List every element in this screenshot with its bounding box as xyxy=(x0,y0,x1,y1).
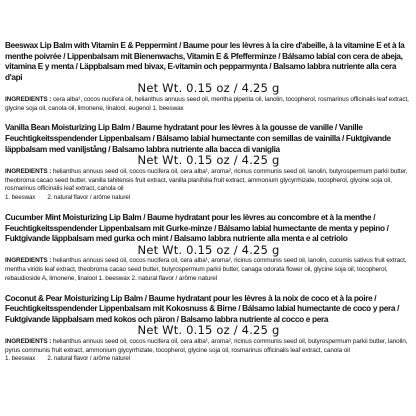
net-weight: Net Wt. 0.15 oz / 4.25 g xyxy=(137,81,280,96)
net-weight: Net Wt. 0.15 oz / 4.25 g xyxy=(137,153,280,168)
net-weight: Net Wt. 0.15 oz / 4.25 g xyxy=(137,323,280,338)
ingredients-label: INGREDIENTS : xyxy=(5,257,52,265)
ingredients-block xyxy=(5,96,412,114)
ingredients-block xyxy=(5,338,412,356)
ingredients-text: helianthus annuus seed oil, cocos nucifera oil, cera alba¹, aroma², ricinus communis seed oil, lanolin, butyrospermum parkii butter, theobroma cacao seed butter, vanilla tahitensis fruit extract, vanilla planifolia fruit extract, ammonium glycyrrhizate, tocopherol, glycine soja oil, rosmarinus officinalis leaf extract, canola oil xyxy=(5,167,408,193)
product-title: Cucumber Mint Moisturizing Lip Balm / Baume hydratant pour les lèvres au concombre et à la menthe / Feuchtigkeitsspendender Lippenbalsam mit Gurke-minze / Bálsamo labial humectante de menta y pepino / Fuktgivande läppbalsam med gurka och mint / Balsamo labbra nutriente alla menta e al cetriolo xyxy=(5,211,389,244)
ingredients-block xyxy=(5,168,412,194)
footnotes xyxy=(5,194,412,203)
footnote-1: 1. beeswax xyxy=(5,355,36,363)
product-title: Vanilla Bean Moisturizing Lip Balm / Baume hydratant pour les lèvres à la gousse de vanille / Vanille Feuchtigkeitsspendender Lippenbalsam / Bálsamo labial humectante con semillas de vainilla / Fuktgivande läppbalsam med vaniljstång / Balsamo labbra nutriente alla bacca di vaniglia xyxy=(5,122,391,154)
product-section-vanilla xyxy=(5,122,412,202)
ingredients-text: cera alba¹, cocos nucifera oil, helianthus annuus seed oil, mentha piperita oil, lanolin, tocopherol, rosmarinus officinalis leaf extract, glycine soja oil, canola oil, limonene, linalool, eugenol 1. beeswax xyxy=(5,95,409,112)
ingredients-block xyxy=(5,257,412,283)
ingredients-label: INGREDIENTS : xyxy=(5,95,52,103)
ingredients-label: INGREDIENTS : xyxy=(5,167,52,175)
footnote-2: 2. natural flavor / arôme naturel xyxy=(47,355,130,363)
product-title: Beeswax Lip Balm with Vitamin E & Peppermint / Baume pour les lèvres à la cire d'abeille, à la vitamine E et à la menthe poivrée / Lippenbalsam mit Bienenwachs, Vitamin E & Pfefferminze / Bálsamo labial con cera de abeja, vitamina E y menta / Läppbalsam med bivax, E-vitamin och pepparmynta / Balsamo labbra nutriente alla cera d'api xyxy=(5,40,405,82)
product-section-coconut-pear xyxy=(5,293,412,365)
product-section-cucumber-mint xyxy=(5,212,412,284)
ingredients-label: INGREDIENTS : xyxy=(5,337,52,345)
footnotes xyxy=(5,355,412,364)
footnote-2: 2. natural flavor / arôme naturel xyxy=(47,194,130,202)
ingredients-text: helianthus annuus seed oil, cocos nucifera oil, cera alba¹, aroma², ricinus communis seed oil, butyrospermum parkii butter, lanolin, pyrus communis fruit extract, ammonium glycyrrhizate, tocopherol, glycine soja oil, rosmarinus officinalis leaf extract, canola oil xyxy=(5,337,408,354)
net-weight: Net Wt. 0.15 oz / 4.25 g xyxy=(137,242,280,257)
footnote-1: 1. beeswax xyxy=(5,194,36,202)
ingredients-text: helianthus annuus seed oil, cocos nucifera oil, cera alba¹, aroma², ricinus communis seed oil, lanolin, cucumis sativus fruit extract, mentha viridis leaf extract, theobroma cacao seed butter, butyrospermum parkii butter, canaga odorata flower oil, glycine soja oil, tocopherol, rebaudioside A, limonene, linalool 1. beeswax 2. natural flavor / arôme naturel xyxy=(5,257,407,282)
product-title: Coconut & Pear Moisturizing Lip Balm / Baume hydratant pour les lèvres à la noix de coco et à la poire / Feuchtigkeitsspendender Lippenbalsam mit Kokosnuss & Birne / Bálsamo labial humectante de coco y pera / Fuktgivande läppbalsam med kokos och päron / Balsamo labbra nutriente al cocco e pera xyxy=(5,292,400,324)
product-section-beeswax xyxy=(5,40,412,113)
